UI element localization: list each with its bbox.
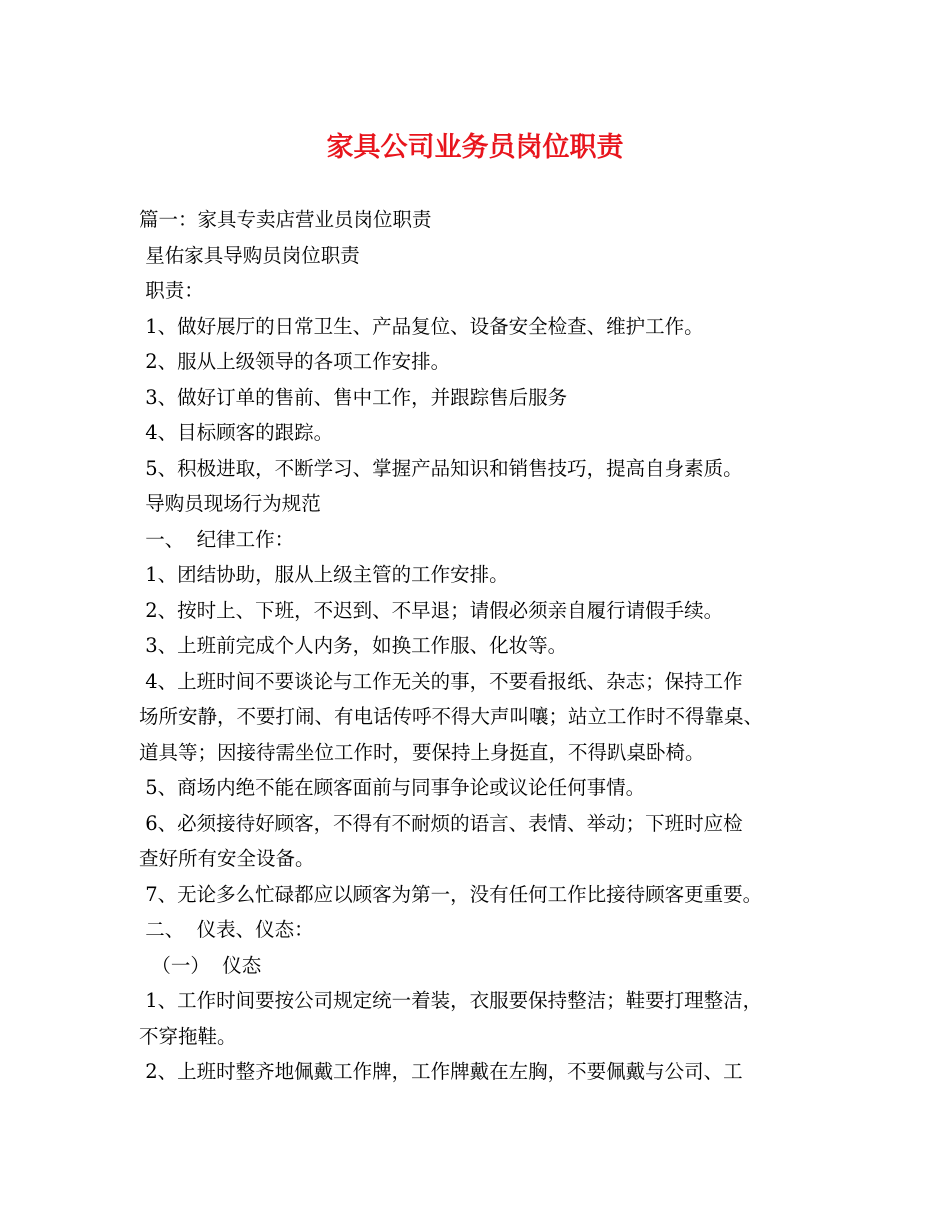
text-line: （一） 仪态 bbox=[139, 953, 262, 977]
document-title: 家具公司业务员岗位职责 bbox=[326, 132, 624, 163]
text-line: 2、上班时整齐地佩戴工作牌，工作牌戴在左胸，不要佩戴与公司、工 bbox=[139, 1060, 743, 1083]
text-line: 2、按时上、下班，不迟到、不早退；请假必须亲自履行请假手续。 bbox=[139, 598, 724, 622]
text-line: 3、上班前完成个人内务，如换工作服、化妆等。 bbox=[139, 634, 568, 657]
text-line: 道具等；因接待需坐位工作时，要保持上身挺直，不得趴桌卧椅。 bbox=[139, 740, 705, 764]
text-line: 4、目标顾客的跟踪。 bbox=[139, 421, 334, 444]
text-line: 一、 纪律工作： bbox=[139, 527, 295, 551]
text-line: 导购员现场行为规范 bbox=[139, 492, 321, 515]
text-line: 1、做好展厅的日常卫生、产品复位、设备安全检查、维护工作。 bbox=[139, 314, 704, 338]
text-line: 1、团结协助，服从上级主管的工作安排。 bbox=[139, 563, 509, 586]
text-line: 5、商场内绝不能在顾客面前与同事争论或议论任何事情。 bbox=[139, 776, 646, 799]
document-body bbox=[139, 202, 829, 1090]
text-line: 二、 仪表、仪态： bbox=[139, 918, 314, 941]
text-line: 6、必须接待好顾客，不得有不耐烦的语言、表情、举动；下班时应检 bbox=[139, 811, 743, 835]
text-line: 不穿拖鞋。 bbox=[139, 1024, 237, 1048]
text-line: 篇一：家具专卖店营业员岗位职责 bbox=[139, 208, 432, 231]
text-line: 职责： bbox=[139, 279, 204, 302]
text-line: 星佑家具导购员岗位职责 bbox=[139, 243, 360, 267]
text-line: 查好所有安全设备。 bbox=[139, 847, 315, 870]
text-line: 3、做好订单的售前、售中工作，并跟踪售后服务 bbox=[139, 385, 568, 409]
text-line: 场所安静，不要打闹、有电话传呼不得大声叫嚷；站立工作时不得靠桌、 bbox=[139, 705, 764, 728]
text-line: 1、工作时间要按公司规定统一着装，衣服要保持整洁；鞋要打理整洁， bbox=[139, 989, 763, 1012]
text-line: 2、服从上级领导的各项工作安排。 bbox=[139, 350, 451, 373]
text-line: 4、上班时间不要谈论与工作无关的事，不要看报纸、杂志；保持工作 bbox=[139, 669, 743, 693]
text-line: 7、无论多么忙碌都应以顾客为第一，没有任何工作比接待顾客更重要。 bbox=[139, 882, 763, 906]
text-line: 5、积极进取，不断学习、掌握产品知识和销售技巧，提高自身素质。 bbox=[139, 456, 743, 480]
